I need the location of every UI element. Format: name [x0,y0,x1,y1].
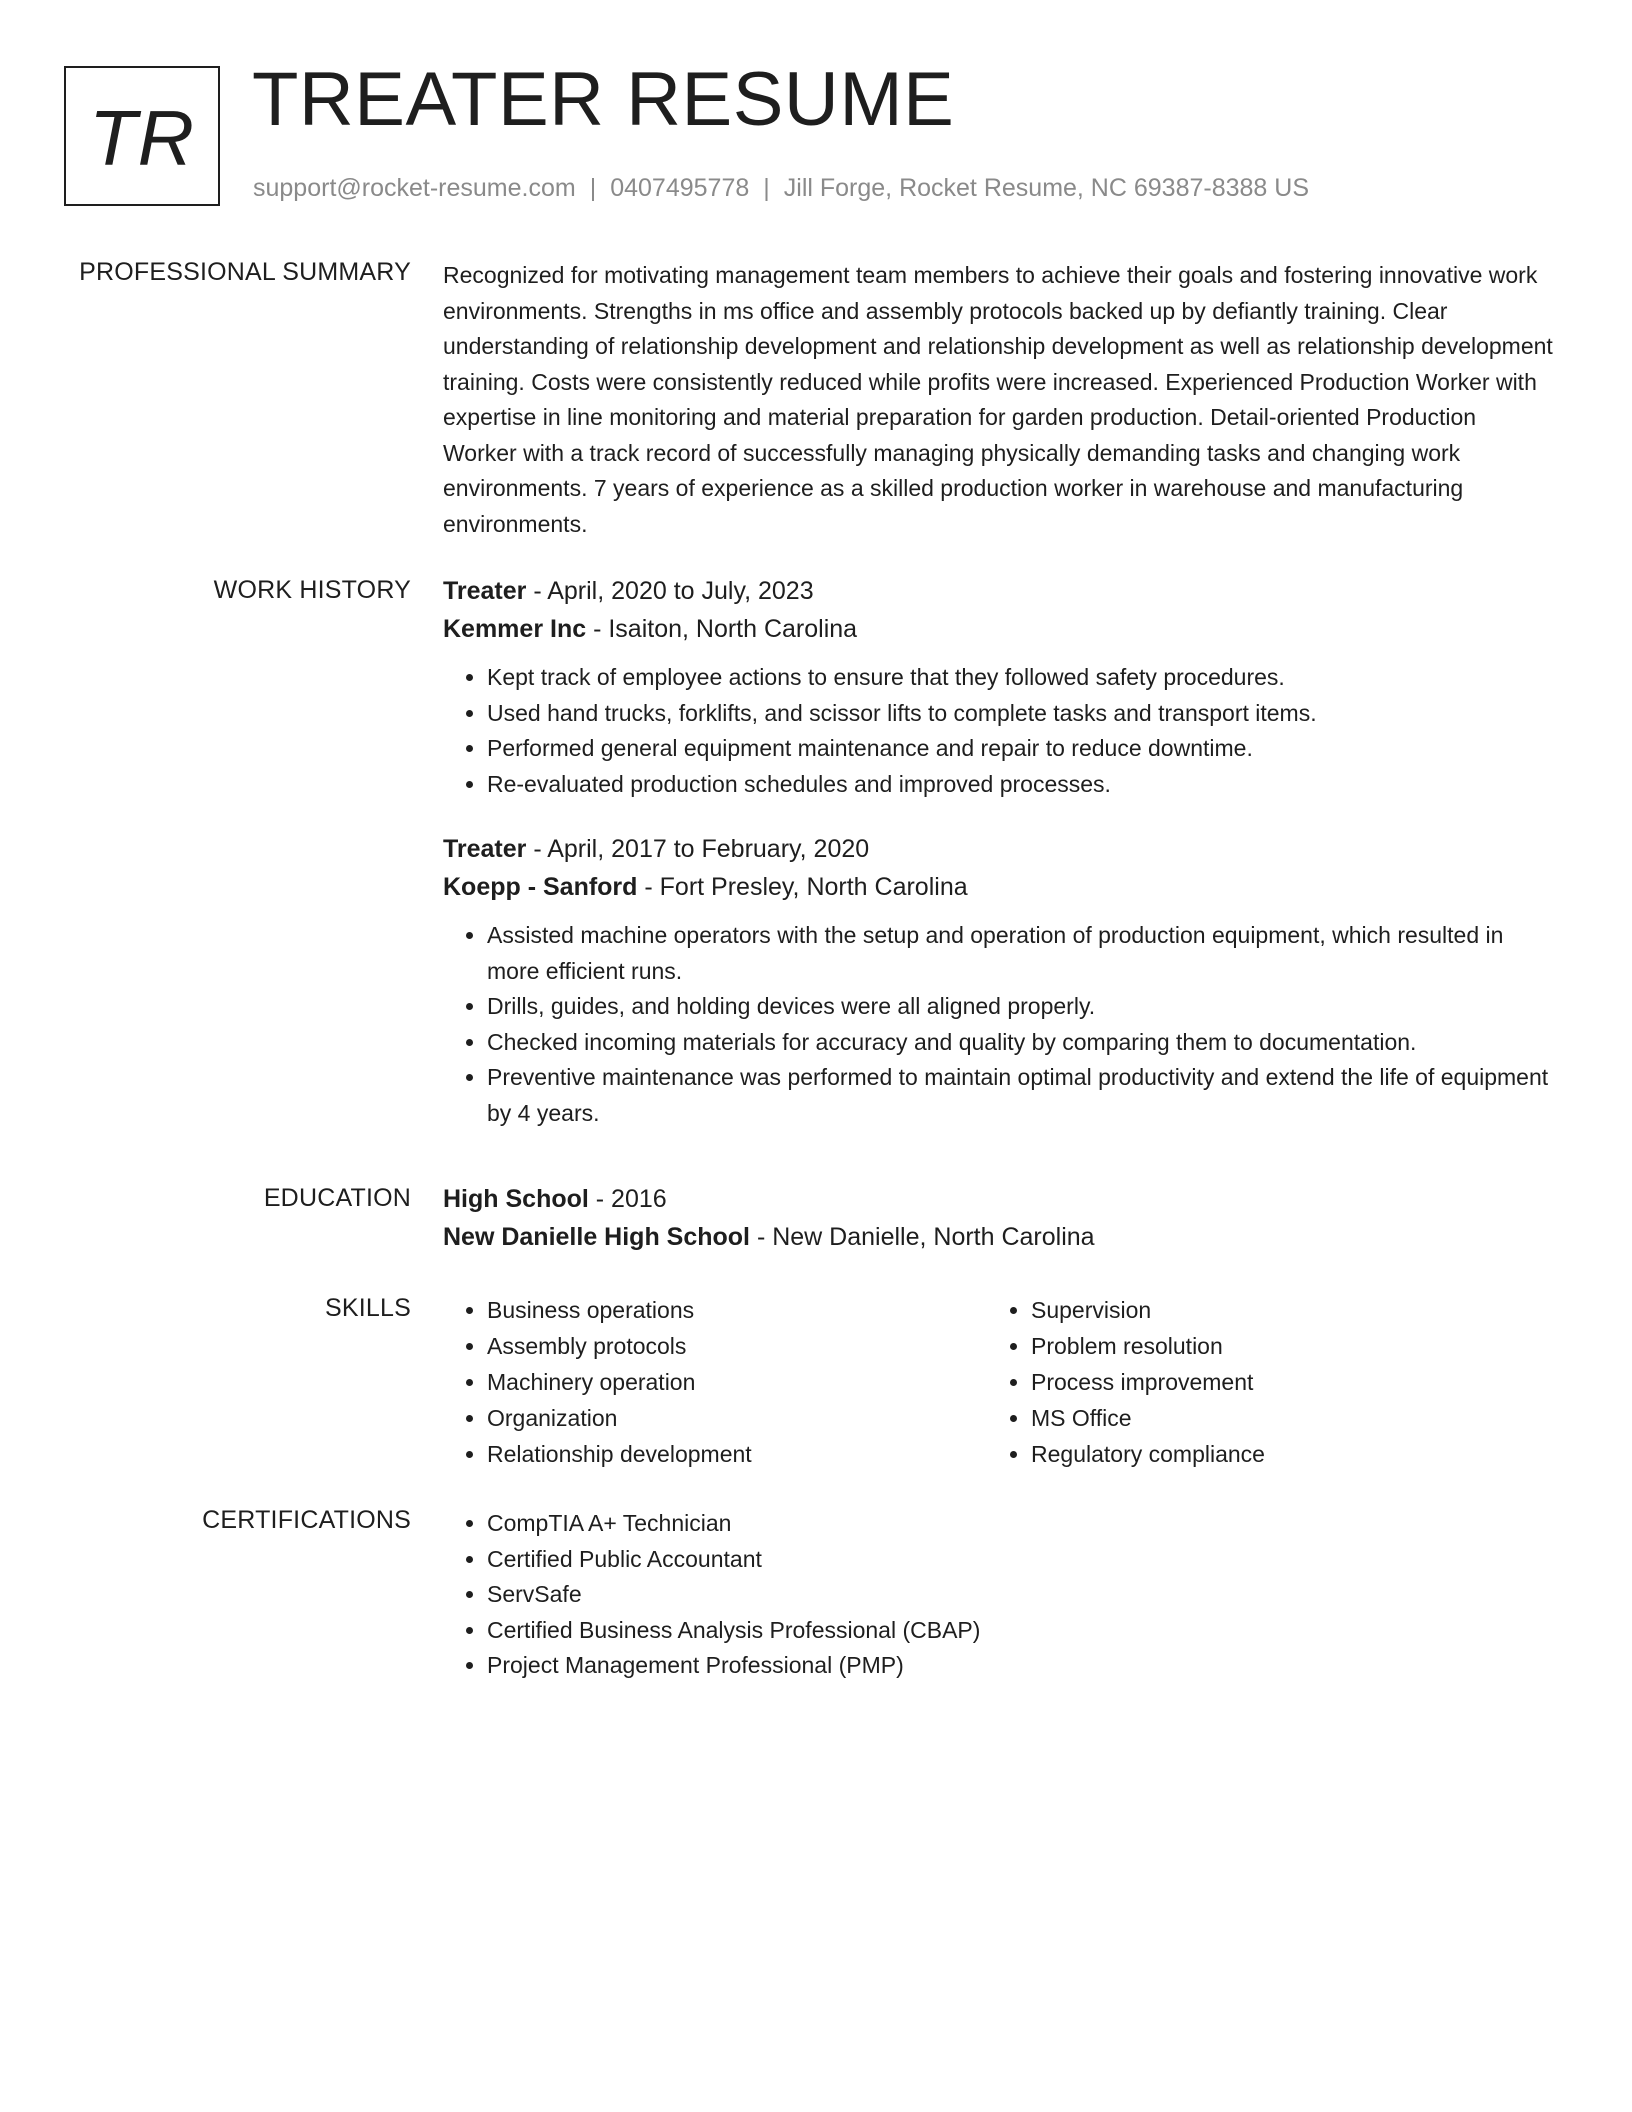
contact-separator: | [589,174,597,202]
job-company: Koepp - Sanford [443,873,638,901]
skill-item: • Supervision [1031,1292,1531,1328]
education-location: - New Danielle, North Carolina [750,1223,1095,1251]
job-entry [443,572,1553,802]
section-label-education: EDUCATION [263,1184,411,1212]
skill-item: • Regulatory compliance [1031,1436,1531,1472]
job-bullet: • Kept track of employee actions to ensure that they followed safety procedures. [487,660,1553,696]
education-year: - 2016 [588,1185,667,1213]
job-bullets [443,660,1553,802]
education-school: New Danielle High School [443,1223,750,1251]
skills-body [443,1292,1553,1472]
job-company-line [443,868,1553,906]
certification-item: • Project Management Professional (PMP) [487,1648,1553,1684]
skill-item: • Problem resolution [1031,1328,1531,1364]
job-bullet: • Checked incoming materials for accuracy and quality by comparing them to documentation. [487,1025,1553,1061]
section-label-certifications: CERTIFICATIONS [202,1506,411,1534]
skill-item: • MS Office [1031,1400,1531,1436]
job-dates: - April, 2017 to February, 2020 [526,835,870,863]
education-body [443,1180,1553,1256]
contact-phone: 0407495778 [610,174,750,202]
job-title-line [443,572,1553,610]
job-location: - Fort Presley, North Carolina [637,873,968,901]
section-label-skills: SKILLS [325,1294,411,1322]
job-title: Treater [443,835,527,863]
skills-grid [443,1292,1553,1472]
contact-address: Jill Forge, Rocket Resume, NC 69387-8388 US [783,174,1309,202]
job-bullets [443,918,1553,1131]
work-history-body [443,572,1553,1131]
contact-line [253,174,1309,203]
job-title: Treater [443,577,527,605]
education-degree: High School [443,1185,589,1213]
job-bullet: • Used hand trucks, forklifts, and scissor lifts to complete tasks and transport items. [487,696,1553,732]
summary-body [443,258,1553,542]
job-company: Kemmer Inc [443,615,587,643]
certification-item: • CompTIA A+ Technician [487,1506,1553,1542]
education-school-line [443,1218,1553,1256]
job-location: - Isaiton, North Carolina [586,615,858,643]
skill-item: • Process improvement [1031,1364,1531,1400]
skill-item: • Assembly protocols [487,1328,987,1364]
certifications-list [443,1506,1553,1684]
job-entry [443,830,1553,1131]
skill-item: • Business operations [487,1292,987,1328]
contact-separator: | [763,174,770,202]
certifications-body [443,1506,1553,1684]
skill-item: • Relationship development [487,1436,987,1472]
certification-item: • Certified Business Analysis Professional (CBAP) [487,1613,1553,1649]
skill-item: • Machinery operation [487,1364,987,1400]
education-degree-line [443,1180,1553,1218]
monogram-box [64,66,220,206]
job-bullet: • Drills, guides, and holding devices were all aligned properly. [487,989,1553,1025]
job-title-line [443,830,1553,868]
skills-column-right [987,1292,1531,1472]
job-bullet: • Preventive maintenance was performed to maintain optimal productivity and extend the life of equipment by 4 years. [487,1060,1553,1131]
section-label-summary: PROFESSIONAL SUMMARY [79,258,411,286]
summary-text: Recognized for motivating management team members to achieve their goals and fostering innovative work environments. Strengths in ms office and assembly protocols backed up by defiantly training. Clear understanding of relationship development and relationship development as well as relationship development training. Costs were consistently reduced while profits were increased. Experienced Production Worker with expertise in line monitoring and material preparation for garden production. Detail-oriented Production Worker with a track record of successfully managing physically demanding tasks and changing work environments. 7 years of experience as a skilled production worker in warehouse and manufacturing environments. [443,262,1553,537]
job-dates: - April, 2020 to July, 2023 [526,577,814,605]
job-bullet: • Performed general equipment maintenance and repair to reduce downtime. [487,731,1553,767]
resume-name: TREATER RESUME [252,57,955,142]
job-bullet: • Re-evaluated production schedules and improved processes. [487,767,1553,803]
contact-email: support@rocket-resume.com [253,174,576,202]
job-bullet: • Assisted machine operators with the setup and operation of production equipment, which resulted in more efficient runs. [487,918,1553,989]
monogram-initials: TR [89,93,195,182]
section-label-work-history: WORK HISTORY [213,576,411,604]
skills-column-left [443,1292,987,1472]
certification-item: • ServSafe [487,1577,1553,1613]
job-company-line [443,610,1553,648]
certification-item: • Certified Public Accountant [487,1542,1553,1578]
skill-item: • Organization [487,1400,987,1436]
